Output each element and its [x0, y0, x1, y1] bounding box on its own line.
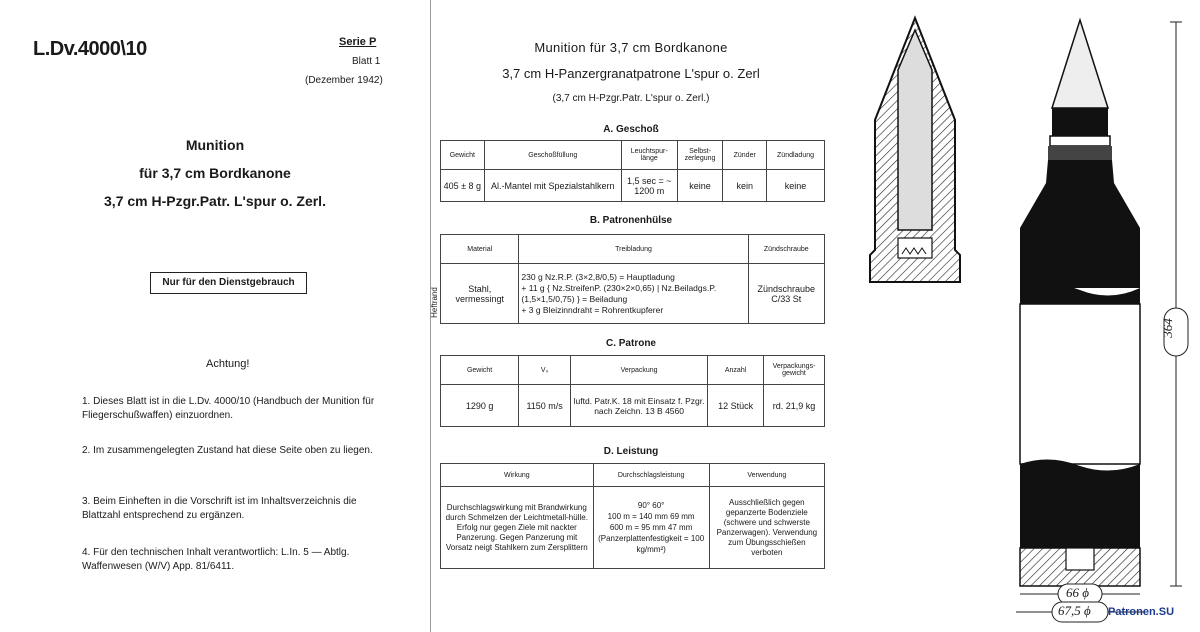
achtung-heading: Achtung!: [206, 358, 250, 370]
cover-page: [0, 0, 430, 632]
leistung-line: (Panzerplattenfestigkeit = 100 kg/mm²): [598, 534, 705, 554]
cover-title-1: Munition: [185, 137, 245, 153]
restricted-box: Nur für den Dienstgebrauch: [150, 272, 307, 294]
section-b-title: B. Patronenhülse: [589, 215, 673, 226]
col-header: Selbst-zerlegung: [677, 141, 723, 170]
dimension-rim: 67,5 ϕ: [1058, 603, 1091, 618]
col-header: Verwendung: [709, 464, 824, 487]
data-sheet-page: [430, 0, 831, 632]
table-cell: rd. 21,9 kg: [764, 385, 825, 427]
note-3: 3. Beim Einheften in die Vorschrift ist im Inhaltsverzeichnis die Blattzahl entsprechend zu ergänzen.: [82, 496, 357, 521]
table-cell: 1290 g: [441, 385, 519, 427]
charge-line: + 11 g { Nz.StreifenP. (230×2×0,65) | Nz.Beiladgs.P. (1,5×1,5/0,75) } = Beiladung: [521, 282, 717, 304]
table-cell: Ausschließlich gegen gepanzerte Bodenziele (schwere und schwerste Panzerwagen). Verwendung zum Übungsschießen verboten: [709, 487, 824, 569]
leistung-line: 90° 60°: [637, 501, 665, 510]
col-header: Gewicht: [441, 356, 519, 385]
table-leistung: [440, 463, 825, 569]
table-cell: luftd. Patr.K. 18 mit Einsatz f. Pzgr. nach Zeichn. 13 B 4560: [571, 385, 708, 427]
sheet-heading-2: 3,7 cm H-Panzergranatpatrone L'spur o. Zerl: [502, 66, 760, 81]
cover-title-3: 3,7 cm H-Pzgr.Patr. L'spur o. Zerl.: [104, 193, 326, 209]
col-header: Wirkung: [441, 464, 594, 487]
table-cell: 1,5 sec = ~ 1200 m: [621, 170, 677, 202]
table-geschoss: [440, 140, 825, 202]
col-header: Geschoßfüllung: [484, 141, 621, 170]
charge-line: + 3 g Bleizinndraht = Rohrentkupferer: [521, 304, 664, 315]
table-cell: kein: [723, 170, 767, 202]
table-cell: 405 ± 8 g: [441, 170, 485, 202]
sheet-heading-3: (3,7 cm H-Pzgr.Patr. L'spur o. Zerl.): [552, 93, 710, 104]
table-patronenhuelse: [440, 234, 825, 324]
serie-label: Serie P: [339, 36, 377, 48]
table-cell: Al.-Mantel mit Spezialstahlkern: [484, 170, 621, 202]
col-header: Leuchtspur-länge: [621, 141, 677, 170]
dimension-length: 364: [1159, 318, 1175, 338]
section-d-title: D. Leistung: [603, 446, 659, 457]
blatt-label: Blatt 1: [352, 56, 381, 67]
watermark: Patronen.SU: [1108, 606, 1175, 618]
col-header: Material: [441, 235, 519, 264]
leistung-line: 100 m = 140 mm 69 mm: [607, 512, 695, 521]
col-header: Durchschlagsleistung: [593, 464, 709, 487]
table-cell: Durchschlagswirkung mit Brandwirkung durch Schmelzen der Leichtmetall-hülle. Erfolg nur gegen Ziele mit nackter Panzerung. Gegen Panzerung mit Vorsatz neigt Stahlkern zum Zersplittern: [441, 487, 594, 569]
table-cell: keine: [767, 170, 825, 202]
table-patrone: [440, 355, 825, 427]
charge-line: 230 g Nz.R.P. (3×2,8/0,5) = Hauptladung: [521, 271, 675, 282]
col-header: Gewicht: [441, 141, 485, 170]
document-number: L.Dv.4000\10: [33, 38, 147, 60]
note-1: 1. Dieses Blatt ist in die L.Dv. 4000/10 (Handbuch der Munition für Fliegerschußwaffen) einzuordnen.: [82, 396, 375, 421]
drawing-page: [830, 0, 1200, 632]
note-4: 4. Für den technischen Inhalt verantwortlich: L.In. 5 — Abtlg. Waffenwesen (W/V) App. 81/6411.: [82, 547, 350, 572]
sheet-heading-1: Munition für 3,7 cm Bordkanone: [534, 40, 728, 55]
dimension-base: 66 ϕ: [1066, 585, 1089, 600]
col-header: Verpackungs-gewicht: [764, 356, 825, 385]
col-header: Zünder: [723, 141, 767, 170]
col-header: Treibladung: [519, 235, 748, 264]
section-c-title: C. Patrone: [605, 338, 656, 349]
leistung-line: 600 m = 95 mm 47 mm: [609, 523, 693, 532]
table-cell: Zündschraube C/33 St: [748, 264, 824, 324]
heftrand-label: Heftrand: [429, 287, 439, 318]
cover-title-2: für 3,7 cm Bordkanone: [139, 165, 291, 181]
table-cell: 12 Stück: [708, 385, 764, 427]
col-header: Verpackung: [571, 356, 708, 385]
section-a-title: A. Geschoß: [603, 124, 659, 135]
col-header: Anzahl: [708, 356, 764, 385]
date-label: (Dezember 1942): [305, 75, 383, 86]
col-header: V₀: [519, 356, 571, 385]
table-cell: Stahl, vermessingt: [441, 264, 519, 324]
leistung-cell: [593, 487, 709, 569]
note-2: 2. Im zusammengelegten Zustand hat diese Seite oben zu liegen.: [82, 445, 373, 456]
table-cell: keine: [677, 170, 723, 202]
table-cell: 1150 m/s: [519, 385, 571, 427]
col-header: Zündschraube: [748, 235, 824, 264]
cartridge-drawing: [870, 8, 1190, 628]
charge-cell: [519, 264, 748, 324]
col-header: Zündladung: [767, 141, 825, 170]
